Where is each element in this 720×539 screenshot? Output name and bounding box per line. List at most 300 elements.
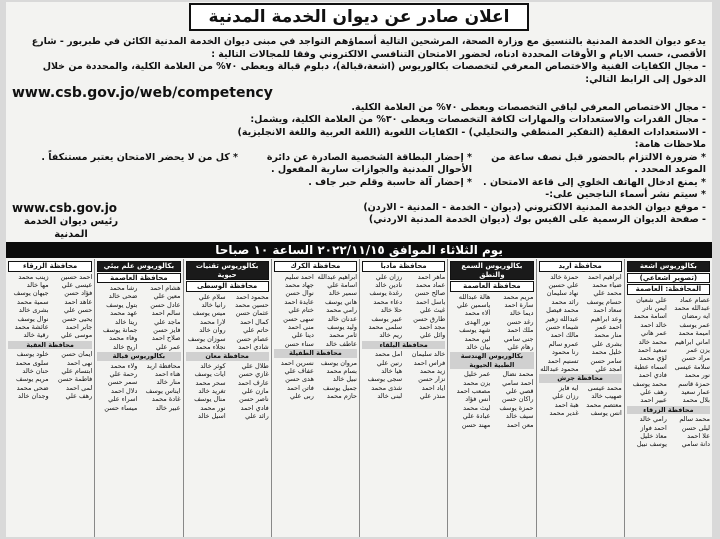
candidate-name: لين محمد: [464, 334, 491, 343]
candidate-name: اسامة علي: [327, 280, 357, 289]
candidate-name: عمار سعيد: [681, 387, 710, 396]
candidate-name: مجد احمد: [419, 322, 446, 331]
candidate-name: صلاح احمد: [151, 334, 181, 343]
candidate-name: طلال علي: [241, 361, 269, 370]
candidate-name: محمد خالد: [638, 337, 667, 346]
candidate-name: ربى علي: [289, 392, 314, 401]
competency-url[interactable]: www.csb.gov.jo/web/competency: [12, 85, 273, 101]
candidates-column: [624, 259, 712, 537]
candidate-name: دانة سامي: [681, 440, 710, 449]
notes-heading: ملاحظات هامة:: [634, 139, 706, 150]
candidate-name: سعاد احمد: [593, 306, 622, 315]
candidate-name: ريم خالد: [379, 331, 403, 340]
candidate-name: احمد عمر: [595, 322, 622, 331]
candidate-name: ايمان حسن: [61, 350, 93, 359]
candidate-name: مالك احمد: [550, 331, 579, 340]
candidate-name: عصام عماد: [679, 295, 710, 304]
specialty-heading: بكالوريوس اشعة: [627, 261, 710, 272]
candidate-name: صهيب خالد: [591, 392, 622, 401]
candidate-name: فاتن احمد: [286, 383, 314, 392]
candidate-name: غادة محمد: [151, 395, 181, 404]
candidate-name: دينا علي: [291, 331, 314, 340]
title-bar: [6, 2, 712, 32]
candidate-name: ابراهيم احمد: [587, 272, 622, 281]
candidate-name: سحر محمد: [195, 378, 226, 387]
candidate-name: سهى حسن: [283, 314, 314, 323]
candidate-name: احمد حسين: [60, 272, 93, 281]
candidate-name: بسام محمد: [326, 366, 357, 375]
candidate-name: سعيد احمد: [637, 345, 667, 354]
results-list: [363, 202, 706, 227]
candidate-name: سارة احمد: [504, 300, 534, 309]
names-list: [362, 350, 445, 400]
candidate-name: رغدة يوسف: [369, 289, 403, 298]
candidate-name: فؤاد حسن: [64, 289, 93, 298]
candidate-name: ليلى حسن: [681, 423, 710, 432]
candidate-name: ايه رمضان: [681, 312, 710, 321]
candidate-name: رنا محمود: [551, 348, 579, 357]
candidate-name: حسام يوسف: [586, 297, 622, 306]
names-list: [362, 273, 445, 340]
candidate-name: رنين علي: [376, 358, 403, 367]
candidate-name: هبة احمد: [554, 400, 579, 409]
candidate-name: عمر يوسف: [679, 320, 710, 329]
names-list: [186, 293, 269, 352]
candidate-name: وجدان خالد: [18, 392, 49, 401]
candidate-name: مروان يوسف: [320, 358, 357, 367]
candidate-name: هشام احمد: [150, 284, 181, 292]
candidate-name: غيث علي: [419, 306, 446, 315]
announcement-body: [12, 36, 706, 227]
names-list: [97, 284, 180, 351]
candidate-name: اياد احمد: [421, 383, 446, 392]
candidate-name: حسن علي: [63, 306, 93, 315]
candidate-name: ثامر محمد: [329, 331, 357, 340]
candidate-name: سلام علي: [198, 292, 226, 301]
candidate-name: حنان خالد: [22, 366, 49, 375]
candidate-name: جيهان يوسف: [13, 289, 49, 298]
candidates-column: [94, 259, 182, 537]
candidate-name: معاذ خليل: [640, 432, 667, 440]
candidate-name: سمية محمد: [17, 297, 49, 306]
candidate-name: فادي احمد: [638, 371, 667, 380]
candidate-name: سناء حسن: [284, 339, 314, 348]
names-list: [97, 362, 180, 412]
candidate-name: عبدالله زهير: [545, 314, 579, 323]
candidate-name: خالد سليمان: [411, 350, 446, 359]
candidates-column: [447, 259, 535, 537]
candidate-name: نهاد سليمان: [546, 289, 579, 298]
candidate-name: لبنى خالد: [377, 392, 403, 401]
specialty-heading: محافظة اربد: [539, 261, 622, 272]
candidate-name: علي حسين: [548, 280, 579, 289]
results-item: - صفحة الديوان الرسمية على الفيس بوك (ديوان الخدمة المدنية الاردني): [368, 214, 706, 225]
candidate-name: عاهد احمد: [64, 297, 93, 306]
names-list: [539, 384, 622, 418]
candidate-name: رزان علي: [375, 272, 403, 281]
candidate-name: محمد عيسى: [587, 383, 622, 392]
specialty-heading: محافظة العاصمة: [97, 273, 180, 284]
governorate-heading: بكالوريوس الهندسة الطبية الحيوية: [450, 352, 533, 369]
exam-date-banner: يوم الثلاثاء الموافق ٢٠٢٢/١١/١٥ الساعة ١٠ صباحا: [6, 242, 712, 258]
candidate-name: عفاف علي: [284, 366, 314, 375]
newspaper-announcement: [6, 2, 712, 537]
requirements-list: [12, 102, 706, 140]
candidate-name: نوال حسن: [285, 289, 314, 298]
candidate-name: مازن علي: [241, 386, 269, 395]
specialty-heading: (تصوير اشعاعي): [627, 273, 710, 284]
candidate-name: وعد ابراهيم: [590, 314, 622, 323]
candidate-name: وفاء محمد: [109, 334, 138, 343]
candidate-name: ناصر حسن: [239, 395, 269, 404]
candidate-name: بيان خالد: [466, 342, 491, 351]
candidate-name: باسل احمد: [416, 297, 446, 306]
candidate-name: أحمد سامي: [502, 378, 534, 387]
candidate-name: سالم احمد: [151, 309, 181, 318]
candidate-name: زينب محمد: [18, 272, 49, 281]
candidate-name: موسى علي: [61, 331, 93, 340]
candidate-name: مريم يوسف: [16, 375, 49, 384]
specialty-heading: بكالوريوس السمع والنطق: [450, 261, 533, 280]
candidate-name: نور محمد: [200, 403, 226, 412]
candidate-name: جميل يوسف: [322, 383, 357, 392]
candidate-name: معن احمد: [506, 420, 534, 429]
specialty-heading: المحافظة: العاصمة: [627, 284, 710, 295]
governorate-heading: بكالوريوس قبالة: [97, 352, 180, 360]
candidate-name: حازم محمد: [326, 392, 357, 401]
candidate-name: ضحى محمد: [16, 383, 49, 392]
candidate-name: وائل علي: [420, 331, 446, 340]
candidate-name: عاطف خالد: [325, 339, 357, 348]
candidate-name: رحمة علي: [109, 370, 138, 379]
candidate-name: نور محمد: [684, 371, 710, 380]
candidate-name: عمرو سالم: [548, 339, 579, 348]
results-heading: * سيتم نشر أسماء الناجحين على:-: [545, 189, 706, 200]
names-list: [8, 350, 92, 400]
candidates-column: [183, 259, 271, 537]
csb-url[interactable]: www.csb.gov.jo: [12, 200, 118, 215]
candidate-name: جنى سامي: [503, 334, 534, 343]
candidate-name: نهى احمد: [66, 358, 93, 367]
governorate-heading: محافظة جرش: [539, 374, 622, 382]
candidate-name: ايه فايز: [558, 383, 579, 392]
candidate-name: محمد يوسف: [632, 379, 667, 388]
candidate-name: ايمن نادر: [642, 303, 667, 312]
candidates-grid: [6, 259, 712, 537]
candidate-name: احمد سليم: [284, 272, 314, 281]
notes-block: [12, 152, 706, 190]
candidate-name: روان خالد: [199, 326, 226, 335]
candidate-name: غازي حسن: [238, 370, 269, 379]
candidate-name: عيسى علي: [61, 280, 93, 289]
candidate-name: مريم محمد: [503, 292, 534, 301]
candidate-name: كمال احمد: [240, 317, 269, 326]
candidate-name: امجد علي: [595, 364, 622, 373]
specialty-heading: محافظة مادبا: [362, 261, 445, 272]
candidate-name: ملك احمد: [507, 326, 534, 335]
candidate-name: هناء احمد: [155, 370, 181, 379]
candidate-name: ريتا خالد: [115, 317, 138, 326]
candidate-name: فايز حسن: [153, 326, 181, 335]
candidate-name: معين علي: [153, 292, 181, 301]
candidate-name: رائد علي: [245, 412, 269, 421]
candidate-name: انس يوسف: [590, 409, 622, 417]
specialty-heading: بكالوريوس تقنيات حيوية: [186, 261, 269, 280]
candidate-name: تغريد خالد: [198, 386, 226, 395]
candidate-name: عبدالله محمد: [674, 303, 710, 312]
names-list: [274, 359, 357, 401]
governorate-heading: محافظة الطفيلة: [274, 349, 357, 357]
candidate-name: زيد محمد: [419, 366, 446, 375]
candidate-name: خلود يوسف: [16, 350, 49, 359]
candidate-name: عمر علي: [155, 342, 181, 351]
candidate-name: رهف علي: [65, 392, 93, 401]
governorate-heading: محافظة العقبة: [8, 341, 92, 349]
candidate-name: منذر علي: [419, 392, 446, 401]
candidate-name: يزن محمد: [463, 378, 491, 387]
candidate-name: عماد محمد: [415, 280, 446, 289]
candidate-name: خليل محمد: [591, 348, 622, 357]
candidate-name: بتول يوسف: [106, 300, 138, 309]
governorate-heading: محافظة البلقاء: [362, 341, 445, 349]
candidate-name: قصي علي: [505, 386, 534, 395]
candidate-name: ابتسام علي: [61, 366, 93, 375]
candidate-name: حلا خالد: [380, 306, 403, 315]
candidate-name: آلاء محمد: [464, 309, 491, 318]
candidate-name: مهند حسن: [461, 420, 491, 429]
candidate-name: سلمى محمد: [368, 322, 403, 331]
candidate-name: حاتم علي: [243, 326, 269, 335]
note-item: * كل من لا يحضر الامتحان يعتبر مستنكفاً .: [41, 151, 238, 163]
candidate-name: أنس فؤاد: [465, 395, 491, 404]
candidate-name: بشرى خالد: [18, 306, 49, 315]
note-item: * ضرورة الالتزام بالحضور قبل نصف ساعة من الموعد المحدد .: [491, 151, 706, 175]
note-item: * إحضار آلة حاسبة وقلم حبر جاف .: [308, 176, 472, 188]
candidate-name: محمود احمد: [236, 292, 269, 301]
candidate-name: معتصم محمد: [586, 400, 622, 409]
candidate-name: مها خالد: [26, 280, 49, 289]
specialty-heading: محافظة الكرك: [274, 261, 357, 272]
names-list: [186, 362, 269, 421]
candidate-name: عائشة محمد: [14, 322, 49, 331]
candidate-name: احمد فواز: [640, 423, 667, 432]
candidate-name: لارا محمد: [200, 317, 226, 326]
candidate-name: طارق حسن: [413, 314, 446, 323]
candidate-name: يوسف نبيل: [636, 440, 667, 449]
specialty-heading: محافظة الوسطى: [186, 281, 269, 292]
candidates-column: [536, 259, 624, 537]
candidate-name: ماجد علي: [154, 317, 181, 326]
candidate-name: شيماء حسن: [545, 322, 579, 331]
candidate-name: عمر هاني: [640, 329, 667, 338]
candidate-name: سمير خالد: [328, 289, 357, 298]
candidate-name: محمد نضال: [502, 370, 534, 379]
candidate-name: دعاء محمد: [373, 297, 403, 306]
candidate-name: محافظة اربد: [146, 361, 181, 370]
candidate-name: منى احمد: [287, 322, 314, 331]
candidate-name: منار خالد: [156, 378, 181, 387]
specialty-heading: بكالوريوس علم بيئي: [97, 261, 180, 272]
candidate-name: بلال محمد: [682, 396, 710, 405]
candidate-name: نجلاء محمد: [195, 342, 226, 351]
candidate-name: سوزان يوسف: [187, 334, 226, 343]
candidate-name: سلوى محمد: [15, 358, 49, 367]
candidate-name: ايناس يوسف: [145, 386, 181, 395]
signature-title: رئيس ديوان الخدمة المدنية: [23, 216, 119, 240]
candidate-name: اماني ابراهيم: [674, 337, 710, 346]
candidate-name: اميمة محمد: [678, 329, 710, 338]
candidate-name: شذى محمد: [371, 383, 403, 392]
candidate-name: جهاد محمد: [285, 280, 314, 289]
candidate-name: رائد محمد: [551, 297, 579, 306]
candidate-name: ختام علي: [288, 306, 314, 315]
candidate-name: امل محمد: [375, 350, 403, 359]
requirement-technical: - مجال الكفايات الفنية والاختصاص المعرفي لتخصصات بكالوريوس (اشعة،قبالة)، دبلوم قبالة ويعطى ٧٠% من العلامة الكلية، والمحددة من خلال الدخول إلى الرابط التالي:: [42, 61, 706, 85]
candidate-name: علي شعبان: [636, 295, 667, 304]
candidate-name: هيا خالد: [381, 366, 403, 375]
candidate-name: فادي احمد: [240, 403, 269, 412]
candidate-name: ياسمين علي: [456, 300, 491, 309]
candidate-name: ابراهيم عبدالله: [317, 272, 357, 281]
candidate-name: نزار حسن: [418, 375, 446, 384]
candidate-name: ايات يوسف: [194, 370, 226, 379]
candidate-name: عدنان خالد: [327, 314, 357, 323]
candidate-name: لمى احمد: [66, 383, 93, 392]
candidate-name: راكان حسن: [501, 395, 534, 404]
candidate-name: ميس يوسف: [192, 309, 226, 318]
candidate-name: رشا محمد: [109, 284, 138, 292]
candidate-name: اسماء عطية: [634, 362, 667, 371]
candidates-column: [271, 259, 359, 537]
candidate-name: شهد يوسف: [459, 326, 491, 335]
candidate-name: فراس احمد: [413, 358, 446, 367]
announcement-title: اعلان صادر عن ديوان الخدمة المدنية: [189, 3, 530, 31]
results-item: - موقع ديوان الخدمة المدنية الالكتروني (ديوان - الخدمة - المدنية - الاردن): [363, 201, 706, 213]
notes-middle: [246, 152, 472, 190]
names-list: [627, 296, 710, 405]
candidate-name: عبير خالد: [155, 403, 181, 412]
candidate-name: هاني يوسف: [324, 297, 357, 306]
candidate-name: علا احمد: [687, 432, 710, 440]
candidate-name: نوال يوسف: [17, 314, 49, 323]
candidate-name: رامي محمد: [326, 306, 357, 315]
candidate-name: اسراء علي: [108, 395, 138, 404]
specialty-heading: محافظة العاصمة: [450, 281, 533, 292]
note-item: * إحضار البطاقة الشخصية الصادرة عن دائرة الأحوال المدنية والجوازات سارية المفعول .: [266, 151, 472, 175]
names-list: [274, 273, 357, 349]
candidate-name: ماهر احمد: [417, 272, 446, 281]
names-list: [8, 273, 92, 340]
specialty-heading: محافظة الزرقاء: [8, 261, 92, 272]
candidate-name: رانيا خالد: [201, 300, 226, 309]
requirement-item: - مجال القدرات والاستعدادات والمهارات لكافة التخصصات ويعطى ٣٠% من العلامة الكلية، ويشمل:: [250, 114, 706, 125]
candidate-name: هالة عبدالله: [458, 292, 491, 301]
candidate-name: محمود عبدالله: [540, 364, 579, 373]
candidates-column: [6, 259, 94, 537]
governorate-heading: محافظة معان: [186, 352, 269, 360]
candidate-name: هدى حسن: [285, 375, 314, 384]
candidate-name: حمزة يوسف: [499, 403, 534, 412]
candidate-name: رزان علي: [552, 392, 579, 401]
note-item: * يمنع ادخال الهاتف الخلوي إلى قاعة الامتحان .: [483, 176, 706, 188]
candidate-name: محمد سالم: [679, 415, 710, 424]
candidate-name: منار محمد: [594, 331, 622, 340]
candidate-name: رهف علي: [640, 387, 667, 396]
candidate-name: تسنيم احمد: [547, 356, 579, 365]
candidate-name: يحيى حسن: [62, 314, 93, 323]
requirement-item: - الاستعدادات العقلية (التفكير المنطقي والتحليلي) - الكفايات اللغوية (اللغة العربية واللغة الانجليزية): [237, 126, 706, 138]
candidate-name: اسامة محمد: [633, 312, 667, 321]
candidate-name: ليث محمد: [463, 403, 491, 412]
candidate-name: ميساء حسن: [104, 403, 138, 412]
candidate-name: رقية خالد: [23, 331, 49, 340]
requirement-item: - مجال الاختصاص المعرفي لباقي التخصصات ويعطى ٧٠% من العلامة الكلية.: [351, 101, 706, 113]
candidate-name: يزن عمر: [686, 345, 710, 354]
candidate-name: ضياء محمد: [592, 280, 622, 289]
candidate-name: حمزة خالد: [550, 272, 579, 281]
candidate-name: بشرى علي: [591, 339, 622, 348]
candidate-name: سيف خالد: [505, 412, 534, 421]
candidate-name: عارف احمد: [237, 378, 269, 387]
candidate-name: حمزة قاسم: [678, 379, 710, 388]
candidate-name: منال يوسف: [194, 395, 226, 404]
candidate-name: نور الهدى: [464, 317, 491, 326]
candidate-name: سجى يوسف: [367, 375, 403, 384]
intro-paragraph: يدعو ديوان الخدمة المدنية بالتنسيق مع وزارة الصحة، المرشحين التالية أسماؤهم التواجد في مبنى ديوان الخدمة المدنية الكائن في طبربور - شارع الأقصى، حسب الايام و الأوقات المحددة ادناه، لحضور الامتحان التنافسي الالكتروني وفقا للمجالات التالية :: [31, 36, 706, 60]
names-list: [450, 293, 533, 352]
candidate-name: محمد علي: [593, 289, 622, 298]
notes-left: [12, 152, 238, 190]
candidate-name: عثمان حسن: [235, 309, 269, 318]
candidate-name: محمد فيصل: [546, 306, 579, 315]
candidate-name: جمانة يوسف: [102, 326, 138, 335]
candidate-name: ضحى خالد: [108, 292, 138, 301]
candidate-name: ديما خالد: [509, 309, 534, 318]
candidate-name: اريج خالد: [112, 342, 138, 351]
candidate-name: عصام حسن: [236, 334, 269, 343]
names-list: [450, 370, 533, 429]
governorate-heading: محافظة الزرقاء: [627, 406, 710, 414]
candidate-name: غدير محمد: [549, 409, 579, 417]
candidate-name: نادين خالد: [375, 280, 403, 289]
candidate-name: جابر احمد: [65, 322, 93, 331]
candidate-name: صالح حسن: [414, 289, 446, 298]
candidate-name: نسرين احمد: [280, 358, 314, 367]
candidate-name: دلال احمد: [110, 386, 138, 395]
candidate-name: رهام علي: [507, 342, 534, 351]
candidate-name: رامي خالد: [639, 415, 667, 424]
candidate-name: نبيل خالد: [332, 375, 357, 384]
candidate-name: رغد حسن: [506, 317, 534, 326]
candidate-name: فاطمة حسن: [57, 375, 93, 384]
candidate-name: سمر حسن: [107, 378, 138, 387]
candidate-name: حسين محمد: [235, 300, 269, 309]
candidate-name: عهد محمد: [110, 309, 138, 318]
candidate-name: عادل حسن: [150, 300, 181, 309]
candidate-name: عايدة احمد: [284, 297, 314, 306]
candidate-name: خالد احمد: [640, 320, 667, 329]
candidate-name: مراد حسن: [681, 354, 710, 363]
candidate-name: عبير احمد: [640, 396, 667, 405]
candidate-name: كوثر خالد: [200, 361, 226, 370]
candidate-name: ولاء محمد: [110, 361, 138, 370]
candidate-name: عبير يوسف: [371, 314, 403, 323]
candidate-name: مصعب احمد: [456, 386, 491, 395]
names-list: [539, 273, 622, 374]
candidate-name: اسيل خالد: [198, 412, 226, 421]
candidate-name: وليد يوسف: [327, 322, 357, 331]
notes-right: [480, 152, 706, 190]
